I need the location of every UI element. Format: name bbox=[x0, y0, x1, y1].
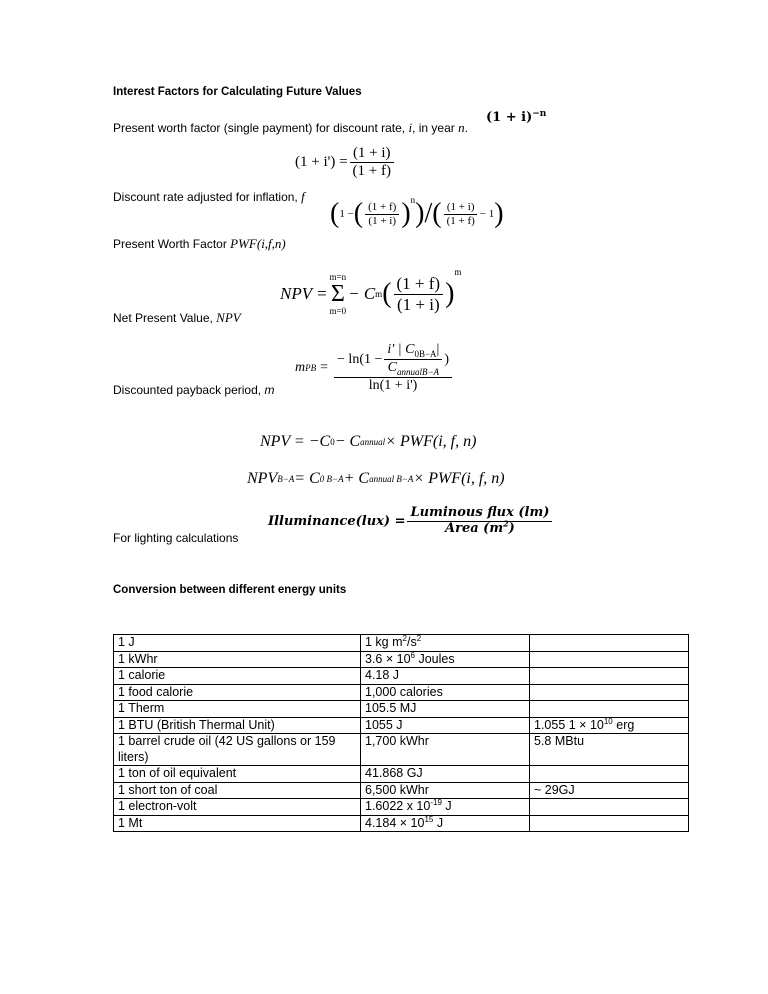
label-text: Discount rate adjusted for inflation, bbox=[113, 190, 302, 204]
formula-text: − 1 bbox=[479, 208, 495, 220]
formula-text: + C bbox=[343, 470, 370, 487]
value: 1,700 kWhr bbox=[365, 734, 429, 748]
npv-b-a-formula bbox=[247, 470, 505, 488]
formula-lhs: Illuminance(lux) = bbox=[268, 513, 406, 529]
lighting-label: For lighting calculations bbox=[113, 531, 239, 545]
paren: ( bbox=[330, 198, 340, 229]
sum-lower: m=0 bbox=[329, 306, 347, 316]
value-cont: /s bbox=[406, 635, 417, 649]
paren: ) bbox=[494, 198, 504, 229]
present-worth-formula: (1 + i) $^{-n}$ bbox=[486, 108, 547, 125]
unit-cell bbox=[114, 717, 361, 734]
denominator-close: ) bbox=[508, 520, 515, 536]
unit-cell bbox=[114, 782, 361, 799]
exponent: 2 bbox=[503, 518, 509, 529]
paren: ( bbox=[432, 198, 442, 229]
formula-lhs: NPV = bbox=[280, 284, 328, 303]
alt-equivalent-cell bbox=[530, 782, 689, 799]
value: 6,500 kWhr bbox=[365, 782, 429, 797]
payback-label bbox=[113, 383, 274, 397]
var-npv: NPV bbox=[216, 310, 241, 325]
denominator: (1 + f) bbox=[446, 214, 475, 227]
exponent: 6 bbox=[410, 650, 415, 660]
unit-cell bbox=[114, 766, 361, 783]
unit-cell bbox=[114, 815, 361, 832]
exponent: 2 bbox=[416, 633, 422, 643]
formula-text: − C bbox=[334, 433, 361, 450]
formula-text: × PWF(i, f, n) bbox=[413, 470, 505, 487]
value-cont: Joules bbox=[414, 651, 455, 666]
fraction bbox=[394, 274, 444, 314]
value-cont: J bbox=[433, 815, 444, 830]
alt-equivalent-cell bbox=[530, 734, 689, 766]
exponent: 15 bbox=[424, 814, 434, 824]
var-pwf: PWF(i,f,n) bbox=[230, 236, 286, 251]
discount-rate-formula bbox=[295, 145, 396, 181]
equivalent-cell bbox=[361, 717, 530, 734]
unit-cell bbox=[114, 799, 361, 816]
alt-equivalent-cell bbox=[530, 668, 689, 685]
table-row bbox=[114, 782, 689, 799]
unit: 1 Therm bbox=[118, 701, 165, 715]
value: 1 kg m bbox=[365, 635, 403, 649]
denominator: ln(1 + i') bbox=[368, 378, 418, 394]
unit: 1 kWhr bbox=[118, 651, 158, 666]
inner-numerator: i' | C bbox=[387, 342, 415, 357]
unit-cell bbox=[114, 684, 361, 701]
formula-lhs: (1 + i') = bbox=[295, 154, 348, 171]
paren: ) bbox=[401, 198, 411, 229]
paren: ( bbox=[382, 278, 392, 309]
numerator: (1 + f) bbox=[365, 201, 399, 215]
value: 1,000 calories bbox=[365, 684, 443, 699]
unit-cell bbox=[114, 668, 361, 685]
table-row bbox=[114, 635, 689, 652]
table-row bbox=[114, 734, 689, 766]
subscript: 0 bbox=[330, 437, 335, 447]
table-row bbox=[114, 651, 689, 668]
inner-fraction bbox=[384, 342, 442, 377]
value-cont: erg bbox=[612, 717, 635, 732]
paren: ( bbox=[353, 198, 364, 229]
unit: 1 BTU (British Thermal Unit) bbox=[118, 717, 275, 732]
alt-equivalent-cell bbox=[530, 766, 689, 783]
table-row bbox=[114, 701, 689, 718]
exponent: -19 bbox=[430, 797, 442, 807]
label-text: Present Worth Factor bbox=[113, 237, 231, 251]
value-cont: J bbox=[441, 799, 452, 813]
fraction bbox=[350, 145, 394, 181]
unit: 1 food calorie bbox=[118, 684, 194, 699]
label-text: Net Present Value, bbox=[113, 311, 217, 325]
denominator: (1 + i) bbox=[396, 294, 440, 314]
formula-text: × PWF(i, f, n) bbox=[385, 433, 477, 450]
label-text: Discounted payback period, bbox=[113, 383, 265, 397]
value: 1055 J bbox=[365, 717, 403, 732]
pwf-formula: ( 1 − ( $\frac{(1 + f)}{(1 + i)}$ ) n ) / ( $\frac{(1 + i)}{(1 + f)}$ − 1 ) bbox=[330, 195, 504, 229]
var-n: n bbox=[458, 120, 465, 135]
formula-text: NPV bbox=[247, 470, 278, 487]
subscript: annual B−A bbox=[369, 474, 414, 484]
unit-cell bbox=[114, 701, 361, 718]
alt-equivalent-cell bbox=[530, 684, 689, 701]
alt-equivalent-cell bbox=[530, 815, 689, 832]
inner-denominator: C bbox=[387, 360, 397, 376]
fraction bbox=[444, 201, 478, 227]
numerator: (1 + i) bbox=[350, 145, 394, 163]
formula-base: (1 + i) bbox=[486, 110, 533, 125]
equivalent-cell bbox=[361, 766, 530, 783]
var-f: f bbox=[301, 189, 305, 204]
unit: 1 calorie bbox=[118, 668, 166, 682]
formula-text: − C bbox=[348, 284, 376, 303]
alt-equivalent-cell bbox=[530, 701, 689, 718]
table-row bbox=[114, 799, 689, 816]
abs-bar: | bbox=[436, 342, 440, 357]
table-row bbox=[114, 815, 689, 832]
sum-symbol: Σ bbox=[330, 281, 345, 307]
paren: ) bbox=[444, 351, 450, 367]
equivalent-cell bbox=[361, 782, 530, 799]
unit: 1 Mt bbox=[118, 815, 143, 830]
subscript: annual bbox=[360, 437, 386, 447]
exponent: 2 bbox=[402, 633, 407, 643]
var-m: m bbox=[264, 383, 275, 397]
subscript: 0B−A bbox=[414, 348, 437, 359]
payback-formula bbox=[295, 342, 454, 394]
label-text: Present worth factor (single payment) for discount rate, bbox=[113, 121, 409, 135]
subscript: PB bbox=[305, 363, 317, 374]
subscript: 0 B−A bbox=[319, 474, 344, 484]
numerator: (1 + f) bbox=[394, 274, 444, 295]
alt-equivalent-cell bbox=[530, 635, 689, 652]
equivalent-cell bbox=[361, 684, 530, 701]
table-row bbox=[114, 684, 689, 701]
var-i: i bbox=[408, 120, 413, 135]
unit-cell bbox=[114, 635, 361, 652]
value: 5.8 MBtu bbox=[534, 734, 585, 748]
alt-equivalent-cell bbox=[530, 651, 689, 668]
equivalent-cell bbox=[361, 701, 530, 718]
exponent: 10 bbox=[603, 716, 613, 726]
value: 4.184 × 10 bbox=[365, 815, 425, 830]
pwf-label bbox=[113, 236, 286, 252]
numerator-text: − ln(1 − bbox=[337, 351, 383, 367]
present-worth-label bbox=[113, 120, 468, 136]
denominator: (1 + f) bbox=[352, 163, 391, 180]
label-text: . bbox=[464, 121, 468, 135]
equivalent-cell bbox=[361, 668, 530, 685]
fraction bbox=[407, 506, 552, 537]
unit: 1 short ton of coal bbox=[118, 782, 218, 797]
value: 41.868 GJ bbox=[365, 766, 423, 780]
unit: 1 electron-volt bbox=[118, 799, 197, 813]
unit-cell bbox=[114, 734, 361, 766]
unit-cell bbox=[114, 651, 361, 668]
paren: ) bbox=[415, 198, 425, 229]
unit: 1 J bbox=[118, 635, 135, 649]
discount-rate-label bbox=[113, 189, 305, 205]
numerator: Luminous flux (lm) bbox=[407, 506, 552, 522]
equivalent-cell bbox=[361, 635, 530, 652]
npv-label bbox=[113, 310, 241, 326]
numerator: (1 + i) bbox=[444, 201, 478, 215]
value: 1.6022 x 10 bbox=[365, 799, 431, 813]
illuminance-formula bbox=[268, 506, 554, 537]
equals: = bbox=[320, 360, 329, 376]
denominator: (1 + i) bbox=[368, 214, 397, 227]
summation bbox=[330, 272, 347, 316]
alt-equivalent-cell bbox=[530, 717, 689, 734]
npv-formula bbox=[260, 433, 476, 451]
sum-upper: m=n bbox=[329, 272, 347, 282]
value: 4.18 J bbox=[365, 668, 400, 682]
equivalent-cell bbox=[361, 799, 530, 816]
equivalent-cell bbox=[361, 651, 530, 668]
paren: ) bbox=[445, 278, 455, 309]
subscript: m bbox=[375, 289, 383, 299]
fraction bbox=[365, 201, 399, 227]
formula-text: 1 − bbox=[339, 208, 354, 220]
npv-sum-formula: NPV = m=n Σ m=0 − C m ( $\frac{(1 + f)}{(1 + i)}$ ) m bbox=[280, 267, 462, 316]
table-row bbox=[114, 766, 689, 783]
fraction bbox=[334, 342, 452, 394]
subscript: annualB−A bbox=[396, 366, 440, 377]
value: 3.6 × 10 bbox=[365, 651, 411, 666]
formula-text: = C bbox=[294, 470, 320, 487]
alt-equivalent-cell bbox=[530, 799, 689, 816]
equivalent-cell bbox=[361, 815, 530, 832]
energy-conversion-table bbox=[113, 634, 689, 832]
formula-lhs: m bbox=[295, 360, 306, 376]
denominator: Area (m bbox=[445, 520, 504, 536]
label-text: , in year bbox=[412, 121, 459, 135]
equivalent-cell bbox=[361, 734, 530, 766]
unit: 1 barrel crude oil (42 US gallons or 159 liters) bbox=[118, 734, 336, 764]
divide: / bbox=[424, 198, 433, 229]
table-row bbox=[114, 668, 689, 685]
section-title-interest-factors: Interest Factors for Calculating Future Values bbox=[113, 86, 362, 98]
table-row bbox=[114, 717, 689, 734]
subscript: B−A bbox=[277, 474, 295, 484]
unit: 1 ton of oil equivalent bbox=[118, 766, 237, 780]
section-title-energy-units: Conversion between different energy units bbox=[113, 584, 347, 596]
value: 1.055 1 × 10 bbox=[534, 717, 604, 732]
value: ~ 29GJ bbox=[534, 782, 575, 797]
value: 105.5 MJ bbox=[365, 701, 417, 715]
formula-text: NPV = −C bbox=[260, 433, 331, 450]
